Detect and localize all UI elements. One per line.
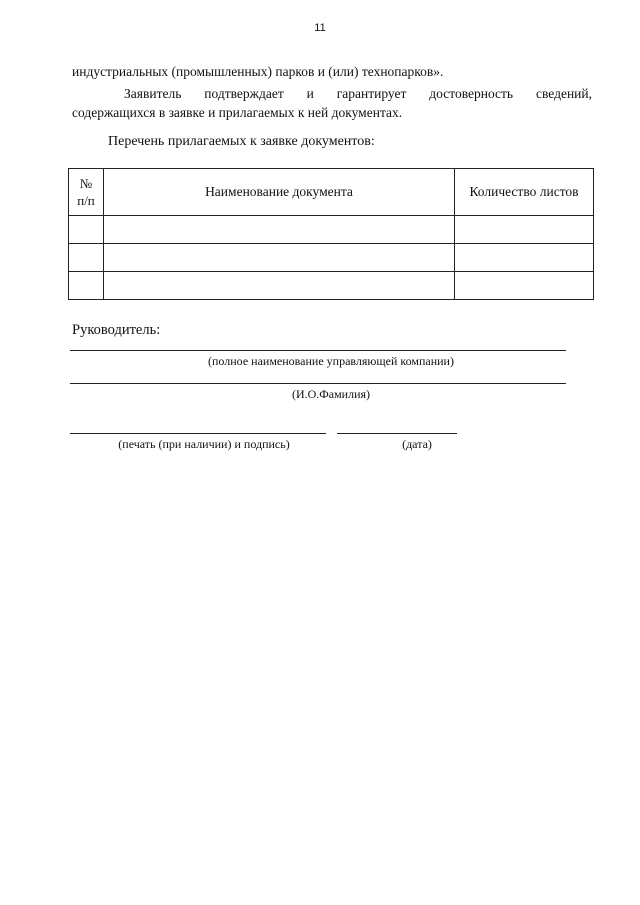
company-name-caption: (полное наименование управляющей компании) (208, 354, 454, 368)
confirmation-line-1: Заявитель подтверждает и гарантирует достоверность сведений, (124, 86, 592, 101)
date-caption: (дата) (402, 437, 432, 451)
header-document-name: Наименование документа (104, 169, 455, 216)
confirmation-paragraph (72, 84, 592, 122)
confirmation-line-2: содержащихся в заявке и прилагаемых к ней документах. (72, 105, 403, 120)
documents-list-heading: Перечень прилагаемых к заявке документов: (108, 134, 375, 149)
header-sheet-count: Количество листов (455, 169, 594, 216)
cell-document-name (104, 216, 455, 244)
cell-sheet-count (455, 272, 594, 300)
documents-table (68, 168, 594, 300)
company-name-line (70, 350, 566, 351)
header-number-abbr: п/п (77, 193, 95, 208)
header-number (69, 169, 104, 216)
signature-line (70, 433, 326, 434)
cell-document-name (104, 244, 455, 272)
full-name-line (70, 383, 566, 384)
date-line (337, 433, 457, 434)
cell-sheet-count (455, 244, 594, 272)
table-header-row (69, 169, 594, 216)
cell-sheet-count (455, 216, 594, 244)
cell-number (69, 216, 104, 244)
cell-document-name (104, 272, 455, 300)
table-row (69, 244, 594, 272)
cell-number (69, 272, 104, 300)
intro-line: индустриальных (промышленных) парков и (или) технопарков». (72, 64, 444, 79)
head-label: Руководитель: (72, 322, 161, 338)
table-row (69, 272, 594, 300)
full-name-caption: (И.О.Фамилия) (291, 387, 371, 401)
cell-number (69, 244, 104, 272)
stamp-signature-caption: (печать (при наличии) и подпись) (118, 437, 290, 451)
table-row (69, 216, 594, 244)
header-number-symbol: № (79, 176, 93, 191)
page-number: 11 (314, 22, 326, 34)
